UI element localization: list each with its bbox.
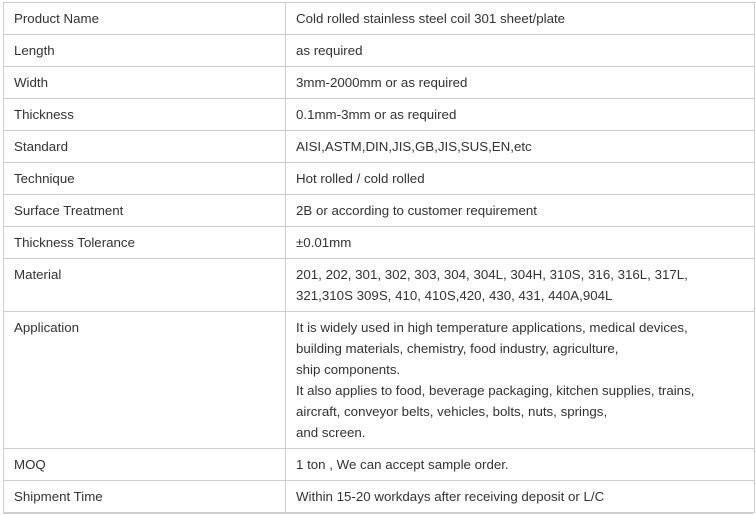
table-row-product-name: [4, 3, 755, 35]
label-cell: [4, 195, 286, 227]
row-value-line: It is widely used in high temperature applications, medical devices,: [296, 320, 688, 335]
value-cell: [286, 481, 755, 513]
label-cell: [4, 131, 286, 163]
row-value-line: Cold rolled stainless steel coil 301 sheet/plate: [296, 11, 566, 26]
row-value-line: aircraft, conveyor belts, vehicles, bolts, nuts, springs,: [296, 404, 608, 419]
row-value-line: and screen.: [296, 425, 366, 440]
row-label: Thickness: [14, 107, 74, 122]
row-label: Technique: [14, 171, 75, 186]
row-label: Length: [14, 43, 55, 58]
value-cell: [286, 195, 755, 227]
label-cell: [4, 449, 286, 481]
row-label: Surface Treatment: [14, 203, 124, 218]
value-cell: [286, 259, 755, 312]
row-value-line: ship components.: [296, 362, 401, 377]
table-row-length: [4, 35, 755, 67]
row-value-line: 0.1mm-3mm or as required: [296, 107, 457, 122]
table-row-application: [4, 312, 755, 449]
value-cell: [286, 35, 755, 67]
value-cell: [286, 227, 755, 259]
value-cell: [286, 131, 755, 163]
row-value-line: Within 15-20 workdays after receiving deposit or L/C: [296, 489, 605, 504]
value-cell: [286, 3, 755, 35]
table-row-thickness: [4, 99, 755, 131]
label-cell: [4, 259, 286, 312]
row-value-line: 2B or according to customer requirement: [296, 203, 537, 218]
row-label: Application: [14, 320, 80, 335]
value-cell: [286, 312, 755, 449]
row-label: Thickness Tolerance: [14, 235, 135, 250]
value-cell: [286, 99, 755, 131]
row-label: Width: [14, 75, 48, 90]
row-label: Product Name: [14, 11, 99, 26]
label-cell: [4, 3, 286, 35]
label-cell: [4, 35, 286, 67]
row-value-line: 3mm-2000mm or as required: [296, 75, 468, 90]
row-value-line: Hot rolled / cold rolled: [296, 171, 425, 186]
table-row-shipment-time: [4, 481, 755, 513]
product-spec-table: [3, 2, 755, 513]
row-label: Material: [14, 267, 62, 282]
row-value-line: 1 ton , We can accept sample order.: [296, 457, 509, 472]
table-row-technique: [4, 163, 755, 195]
label-cell: [4, 312, 286, 449]
label-cell: [4, 67, 286, 99]
row-label: Shipment Time: [14, 489, 103, 504]
value-cell: [286, 67, 755, 99]
table-row-standard: [4, 131, 755, 163]
table-row-material: [4, 259, 755, 312]
value-cell: [286, 449, 755, 481]
row-label: MOQ: [14, 457, 46, 472]
table-row-thickness-tolerance: [4, 227, 755, 259]
table-row-moq: [4, 449, 755, 481]
row-value-line: as required: [296, 43, 363, 58]
row-value-line: 201, 202, 301, 302, 303, 304, 304L, 304H, 310S, 316, 316L, 317L,: [296, 267, 688, 282]
row-value-line: building materials, chemistry, food industry, agriculture,: [296, 341, 619, 356]
label-cell: [4, 163, 286, 195]
label-cell: [4, 227, 286, 259]
label-cell: [4, 481, 286, 513]
table-row-surface-treatment: [4, 195, 755, 227]
table-bottom-border: [3, 513, 753, 514]
row-label: Standard: [14, 139, 68, 154]
value-cell: [286, 163, 755, 195]
label-cell: [4, 99, 286, 131]
row-value-line: ±0.01mm: [296, 235, 352, 250]
row-value-line: It also applies to food, beverage packaging, kitchen supplies, trains,: [296, 383, 695, 398]
spec-table-body: [4, 3, 755, 513]
table-row-width: [4, 67, 755, 99]
row-value-line: 321,310S 309S, 410, 410S,420, 430, 431, 440A,904L: [296, 288, 613, 303]
row-value-line: AISI,ASTM,DIN,JIS,GB,JIS,SUS,EN,etc: [296, 139, 532, 154]
